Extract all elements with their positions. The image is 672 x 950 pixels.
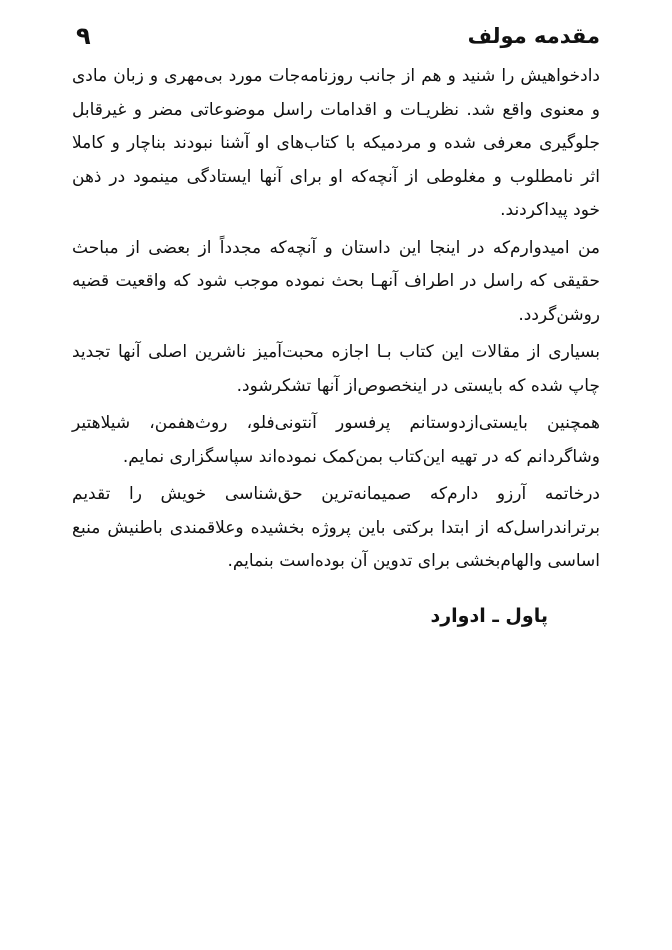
page-header [72,20,600,60]
page-number: ۹ [76,22,91,50]
paragraph-2: من امیدوارم‌که در اینجا این داستان و آنچه‌که مجدداً از بعضی از مباحث حقیقی که راسل در اطراف آنهـا بحث نموده موجب شود که واقعیت قضیه روشن‌گردد. [72,237,600,325]
running-title: مقدمه مولف [467,24,600,48]
paragraph-3: بسیاری از مقالات این کتاب بـا اجازه محبت‌آمیز ناشرین اصلی آنها تجدید چاپ شده که بایستی در اینخصوص‌از آنها تشکرشود. [72,342,600,396]
paragraph-1: دادخواهیش را شنید و هم از جانب روزنامه‌جات مورد بی‌مهری و زبان مادی و معنوی واقع شد. نظریـات و اقدامات راسل موضوعاتی مضر و غیرقابل جلوگیری معرفی شده و مردمیکه با کتاب‌های او آشنا نبودند بناچار و کاملا اثر نامطلوب و مغلوطی از آنچه‌که او برای آنها ایستادگی مینمود در ذهن خود پیداکردند. [72,66,600,220]
paragraph-5: درخاتمه آرزو دارم‌که صمیمانه‌ترین حق‌شناسی خویش را تقدیم برتراندراسل‌که از ابتدا برکتی باین پروژه بخشیده وعلاقمندی باطنیش منبع اساسی والهام‌بخشی برای تدوین آن بوده‌است بنمایم. [72,484,600,571]
paragraph-4: همچنین بایستی‌ازدوستانم پرفسور آنتونی‌فلو، روث‌هفمن، شیلاهتیر وشاگردانم که در تهیه این‌کتاب بمن‌کمک نموده‌اند سپاسگزاری نمایم. [72,413,600,467]
body-text [72,60,600,579]
author-signature: پاول ـ ادوارد [430,604,548,627]
document-page [72,20,600,720]
